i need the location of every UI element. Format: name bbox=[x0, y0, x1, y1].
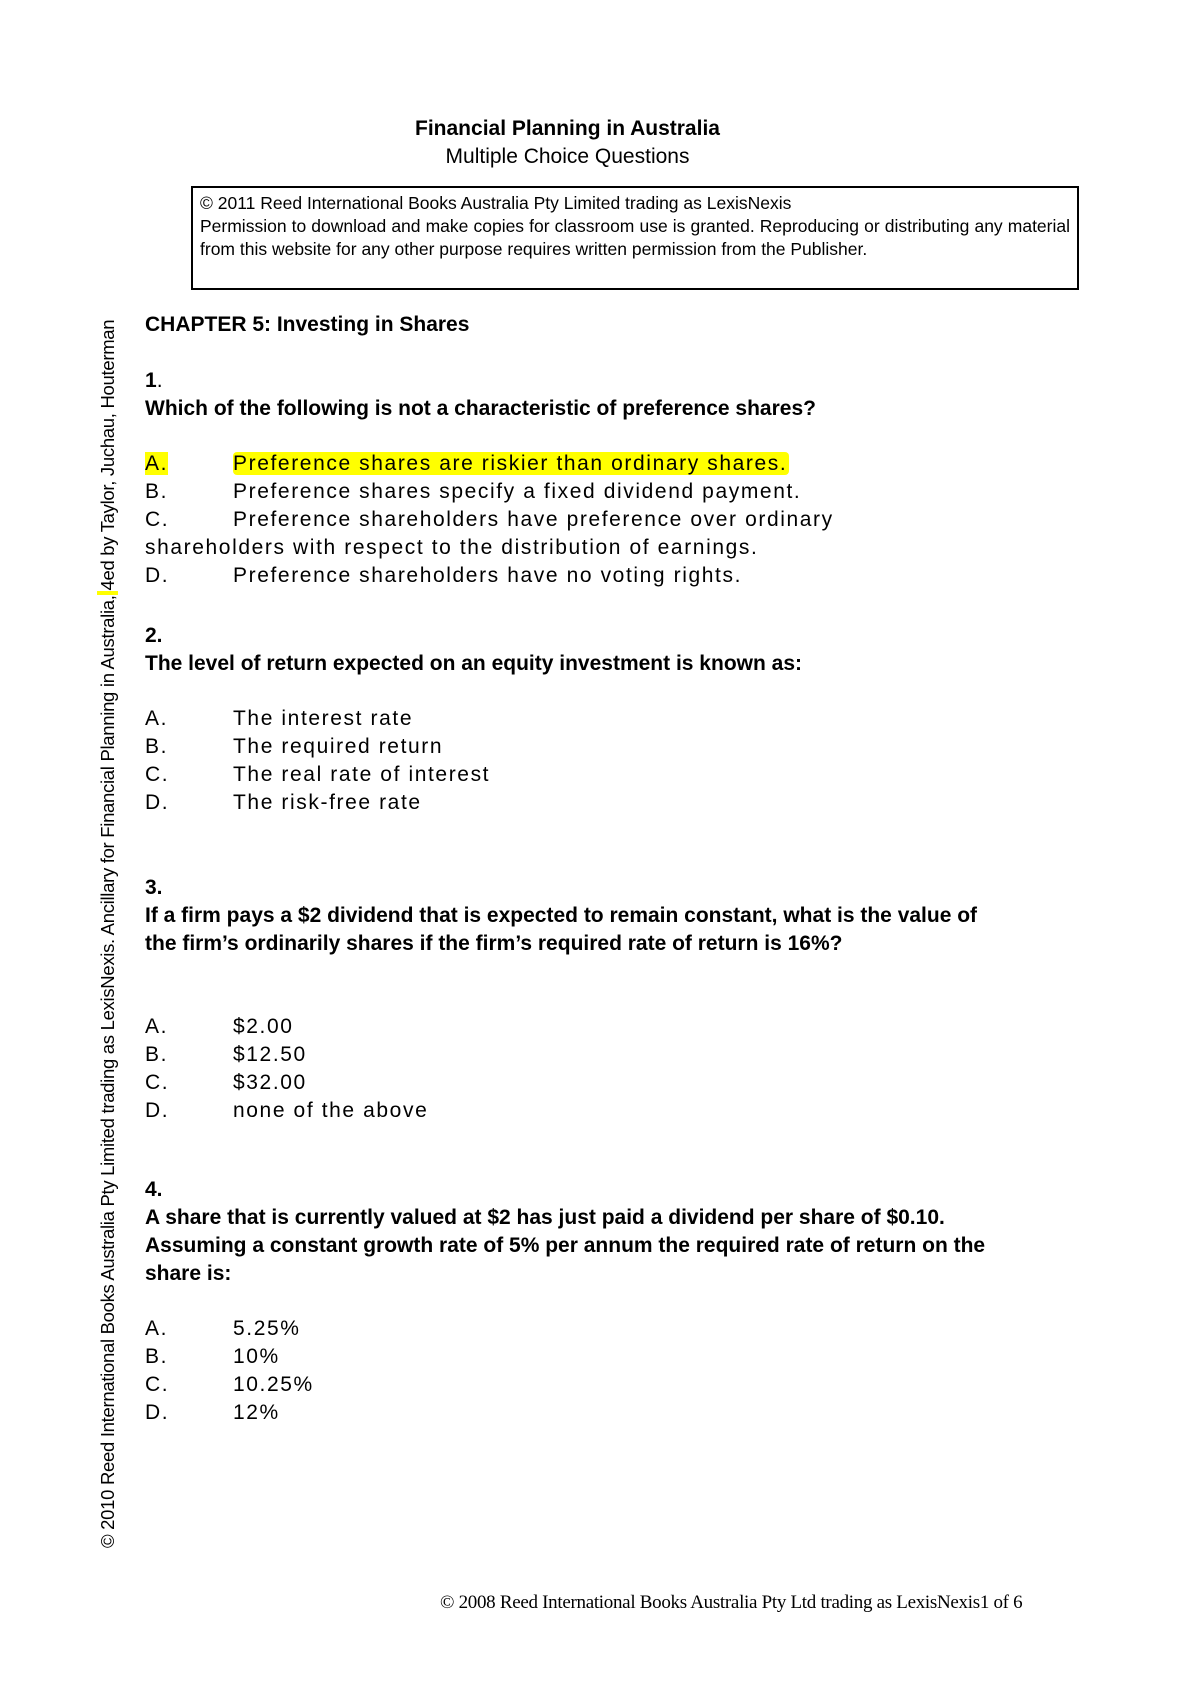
option-c bbox=[145, 1371, 1045, 1399]
side-copyright-note bbox=[97, 158, 119, 1548]
option-text: 10.25% bbox=[233, 1373, 314, 1396]
option-d bbox=[145, 1399, 1045, 1427]
side-note-highlight bbox=[97, 591, 118, 596]
copyright-notice-box bbox=[191, 186, 1079, 290]
options-list bbox=[145, 705, 1045, 817]
option-text: $12.50 bbox=[233, 1043, 307, 1066]
option-letter: D. bbox=[145, 564, 170, 587]
option-c bbox=[145, 506, 1045, 534]
question-number: 2. bbox=[145, 624, 163, 647]
option-letter: B. bbox=[145, 1043, 169, 1066]
option-text: $2.00 bbox=[233, 1015, 294, 1038]
option-letter: A. bbox=[145, 1015, 169, 1038]
option-a bbox=[145, 450, 1045, 478]
option-text: 10% bbox=[233, 1345, 280, 1368]
option-text: Preference shareholders have no voting rights. bbox=[233, 564, 743, 587]
option-letter: C. bbox=[145, 763, 170, 786]
option-letter: D. bbox=[145, 1099, 170, 1122]
option-a bbox=[145, 1315, 1045, 1343]
document-title: Financial Planning in Australia bbox=[415, 117, 720, 140]
option-text: 5.25% bbox=[233, 1317, 301, 1340]
notice-body: Permission to download and make copies for classroom use is granted. Reproducing or distributing any material from this website for any other purpose requires written permission from the Publisher. bbox=[200, 216, 1070, 259]
question-number: 3. bbox=[145, 876, 163, 899]
option-text: Preference shareholders have preference over ordinary bbox=[233, 508, 834, 531]
option-text: Preference shares specify a fixed dividend payment. bbox=[233, 480, 802, 503]
option-letter: B. bbox=[145, 1345, 169, 1368]
option-c bbox=[145, 761, 1045, 789]
option-text: The required return bbox=[233, 735, 444, 758]
option-letter: A. bbox=[145, 452, 169, 475]
option-letter: D. bbox=[145, 791, 170, 814]
option-d bbox=[145, 562, 1045, 590]
options-list bbox=[145, 1013, 1045, 1125]
option-text: The risk-free rate bbox=[233, 791, 422, 814]
question-text: A share that is currently valued at $2 has just paid a dividend per share of $0.10. Assuming a constant growth rate of 5% per annum the required rate of return on the share is: bbox=[145, 1206, 986, 1285]
question-number: 4. bbox=[145, 1178, 163, 1201]
option-d bbox=[145, 1097, 1045, 1125]
option-letter: C. bbox=[145, 508, 170, 531]
document-subtitle: Multiple Choice Questions bbox=[445, 145, 690, 168]
options-list bbox=[145, 450, 1045, 590]
side-note-text: © 2010 Reed International Books Australia Pty Limited trading as LexisNexis. Ancillary for Financial Planning in Australia, bbox=[97, 595, 118, 1548]
option-d bbox=[145, 789, 1045, 817]
notice-line: © 2011 Reed International Books Australia Pty Limited trading as LexisNexis bbox=[200, 193, 792, 213]
option-a bbox=[145, 705, 1045, 733]
option-letter: A. bbox=[145, 707, 169, 730]
option-b bbox=[145, 1343, 1045, 1371]
option-text: Preference shares are riskier than ordinary shares. bbox=[233, 452, 788, 475]
option-text: 12% bbox=[233, 1401, 280, 1424]
question-number: 1. bbox=[145, 369, 163, 392]
option-b bbox=[145, 733, 1045, 761]
option-a bbox=[145, 1013, 1045, 1041]
option-c-continuation: shareholders with respect to the distribution of earnings. bbox=[145, 536, 759, 559]
option-text: The real rate of interest bbox=[233, 763, 491, 786]
option-letter: C. bbox=[145, 1373, 170, 1396]
side-note-text-end: 4ed by Taylor, Juchau, Houterman bbox=[97, 319, 118, 591]
option-letter: D. bbox=[145, 1401, 170, 1424]
chapter-heading: CHAPTER 5: Investing in Shares bbox=[145, 313, 470, 336]
options-list bbox=[145, 1315, 1045, 1427]
option-letter: B. bbox=[145, 480, 169, 503]
question-text: The level of return expected on an equity investment is known as: bbox=[145, 652, 802, 675]
option-b bbox=[145, 478, 1045, 506]
option-letter: A. bbox=[145, 1317, 169, 1340]
option-letter: B. bbox=[145, 735, 169, 758]
option-text: none of the above bbox=[233, 1099, 429, 1122]
page-footer: © 2008 Reed International Books Australia Pty Ltd trading as LexisNexis1 of 6 bbox=[440, 1592, 1023, 1613]
question-text: If a firm pays a $2 dividend that is expected to remain constant, what is the value of the firm’s ordinarily shares if the firm’s required rate of return is 16%? bbox=[145, 904, 978, 955]
option-text: The interest rate bbox=[233, 707, 414, 730]
option-c bbox=[145, 1069, 1045, 1097]
option-text: $32.00 bbox=[233, 1071, 307, 1094]
option-b bbox=[145, 1041, 1045, 1069]
question-text: Which of the following is not a characteristic of preference shares? bbox=[145, 397, 816, 420]
option-letter: C. bbox=[145, 1071, 170, 1094]
